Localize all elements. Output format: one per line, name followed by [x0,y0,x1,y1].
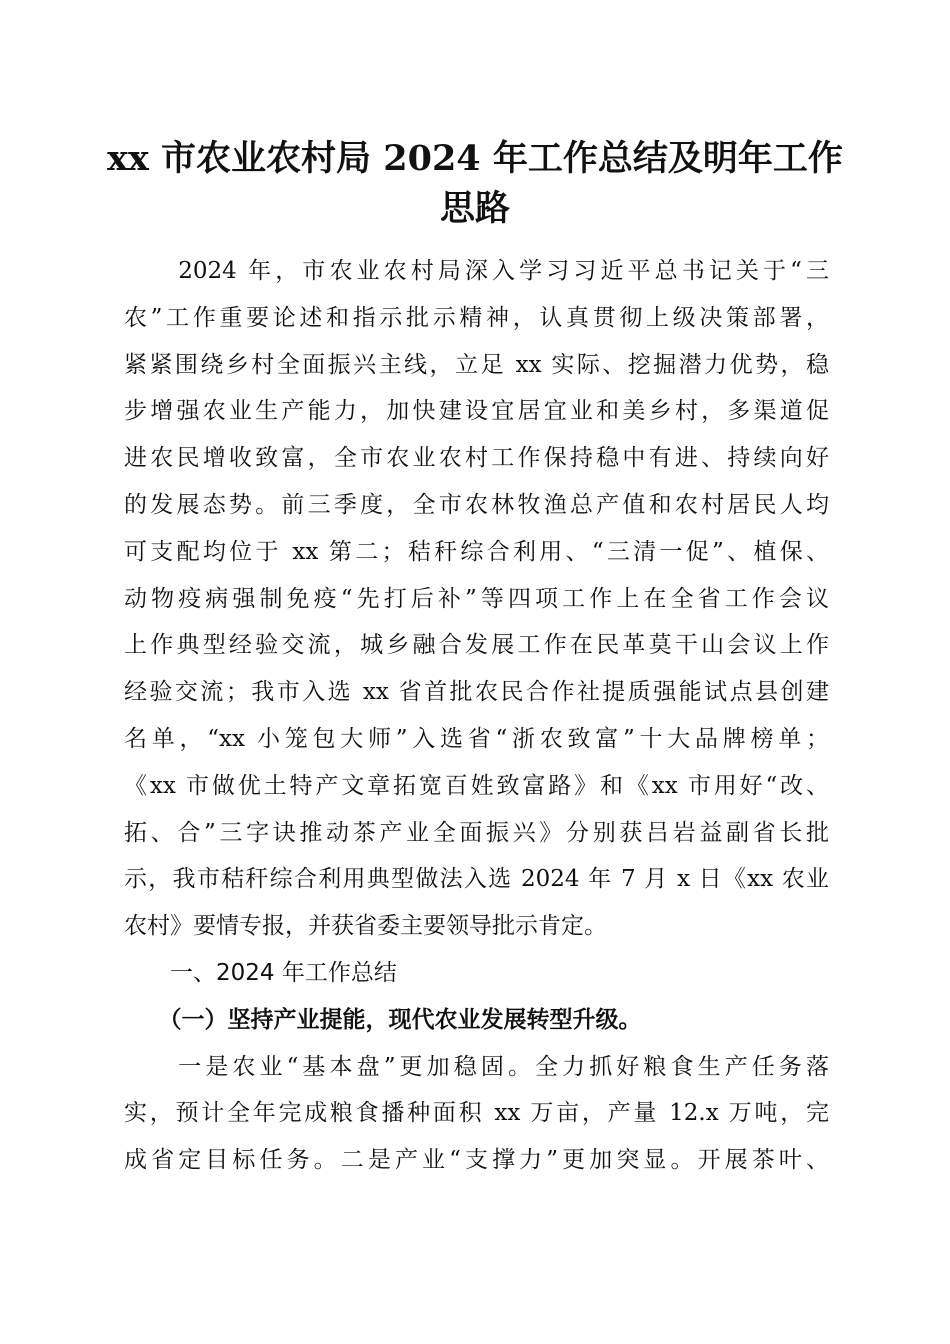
intro-line: 进农民增收致富，全市农业农村工作保持稳中有进、持续向好 [124,445,829,472]
intro-line: 《xx 市做优土特产文章拓宽百姓致富路》和《xx 市用好“改、 [124,772,829,799]
title-line-2: 思路 [439,188,510,229]
document-body [124,248,829,1184]
intro-line: 2024 年，市农业农村局深入学习习近平总书记关于“三 [124,258,829,284]
paragraph-2-line: 实，预计全年完成粮食播种面积 xx 万亩，产量 12.x 万吨，完 [124,1100,829,1127]
intro-line: 可支配均位于 xx 第二；秸秆综合利用、“三清一促”、植保、 [124,538,829,565]
intro-paragraph [124,248,829,950]
intro-line: 拓、合”三字诀推动茶产业全面振兴》分别获吕岩益副省长批 [124,819,829,846]
paragraph-2 [124,1044,829,1184]
section-heading-text: 一、2024 年工作总结 [124,959,397,986]
intro-line: 农”工作重要论述和指示批示精神，认真贯彻上级决策部署， [124,304,829,331]
title-line-1: xx 市农业农村局 2024 年工作总结及明年工作 [107,138,843,179]
intro-line: 步增强农业生产能力，加快建设宜居宜业和美乡村，多渠道促 [124,398,829,425]
subsection-heading-text: （一）坚持产业提能，现代农业发展转型升级。 [124,1005,642,1033]
intro-line: 上作典型经验交流，城乡融合发展工作在民革莫干山会议上作 [124,632,829,659]
intro-line: 农村》要情专报，并获省委主要领导批示肯定。 [124,913,607,940]
intro-line: 的发展态势。前三季度，全市农林牧渔总产值和农村居民人均 [124,491,829,518]
paragraph-2-line: 成省定目标任务。二是产业“支撑力”更加突显。开展茶叶、 [124,1147,829,1174]
document-title [100,134,850,234]
intro-line: 名单，“xx 小笼包大师”入选省“浙农致富”十大品牌榜单； [124,725,829,752]
paragraph-2-line: 一是农业“基本盘”更加稳固。全力抓好粮食生产任务落 [124,1053,829,1080]
intro-line: 动物疫病强制免疫“先打后补”等四项工作上在全省工作会议 [124,585,829,612]
intro-line: 示，我市秸秆综合利用典型做法入选 2024 年 7 月 x 日《xx 农业 [124,866,829,893]
section-heading [124,950,829,997]
intro-line: 经验交流；我市入选 xx 省首批农民合作社提质强能试点县创建 [124,679,829,706]
intro-line: 紧紧围绕乡村全面振兴主线，立足 xx 实际、挖掘潜力优势，稳 [124,351,829,378]
subsection-heading [124,997,829,1044]
